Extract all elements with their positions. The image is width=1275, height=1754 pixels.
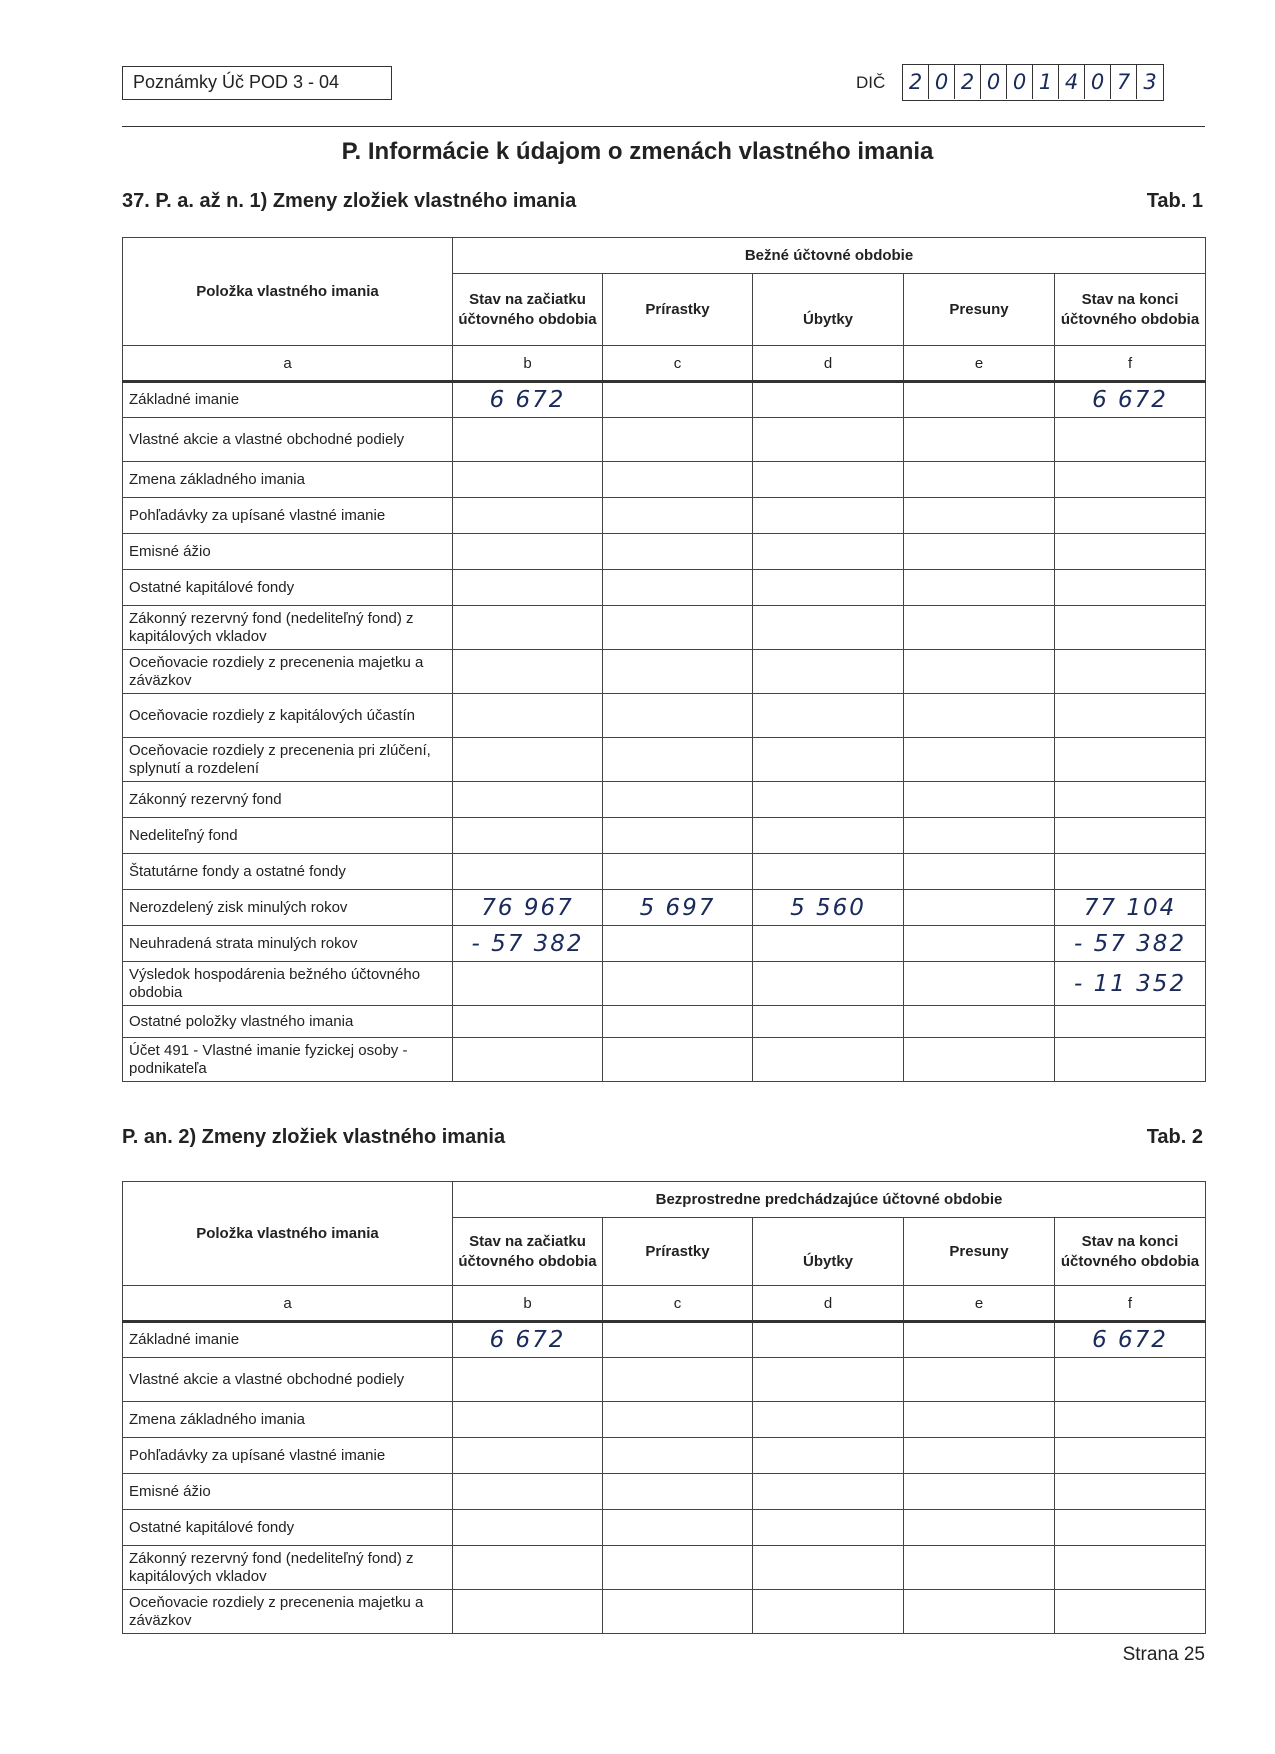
col-end-header: Stav na konci účtovného obdobia <box>1055 1218 1206 1286</box>
cell-b <box>453 462 603 498</box>
col-item-header: Položka vlastného imania <box>123 1182 453 1286</box>
cell-c <box>603 534 753 570</box>
col-letter-d: d <box>753 1286 904 1322</box>
cell-f: - 57 382 <box>1055 926 1206 962</box>
form-label-box <box>122 66 392 100</box>
cell-c <box>603 1322 753 1358</box>
table-row <box>123 926 1206 962</box>
row-label: Štatutárne fondy a ostatné fondy <box>123 854 453 890</box>
table-row <box>123 1546 1206 1590</box>
row-label: Základné imanie <box>123 1322 453 1358</box>
row-label: Oceňovacie rozdiely z kapitálových účastín <box>123 694 453 738</box>
cell-e <box>904 418 1055 462</box>
row-label: Základné imanie <box>123 382 453 418</box>
page-number: Strana 25 <box>1122 1644 1205 1665</box>
dic-digit: 0 <box>1085 65 1111 99</box>
cell-f: 6 672 <box>1055 382 1206 418</box>
cell-b <box>453 1590 603 1634</box>
cell-c <box>603 818 753 854</box>
cell-f <box>1055 418 1206 462</box>
period-header: Bežné účtovné obdobie <box>453 238 1206 274</box>
cell-d <box>753 1402 904 1438</box>
cell-e <box>904 1402 1055 1438</box>
cell-d: 5 560 <box>753 890 904 926</box>
form-label: Poznámky Úč POD 3 - 04 <box>133 72 340 92</box>
cell-e <box>904 462 1055 498</box>
row-label: Emisné ážio <box>123 1474 453 1510</box>
cell-e <box>904 650 1055 694</box>
row-label: Účet 491 - Vlastné imanie fyzickej osoby - podnikateľa <box>123 1038 453 1082</box>
cell-e <box>904 570 1055 606</box>
col-letter-a: a <box>123 346 453 382</box>
cell-c <box>603 1006 753 1038</box>
cell-b: 6 672 <box>453 1322 603 1358</box>
cell-d <box>753 1546 904 1590</box>
cell-c <box>603 650 753 694</box>
cell-e <box>904 962 1055 1006</box>
table-row <box>123 498 1206 534</box>
cell-b <box>453 1038 603 1082</box>
cell-c <box>603 1438 753 1474</box>
cell-b: 76 967 <box>453 890 603 926</box>
page-title: P. Informácie k údajom o zmenách vlastného imania <box>341 138 934 165</box>
row-label: Pohľadávky za upísané vlastné imanie <box>123 498 453 534</box>
cell-f <box>1055 606 1206 650</box>
col-letter-e: e <box>904 1286 1055 1322</box>
table-row <box>123 418 1206 462</box>
cell-e <box>904 854 1055 890</box>
section1-title: 37. P. a. až n. 1) Zmeny zložiek vlastného imania <box>122 190 577 212</box>
row-label: Emisné ážio <box>123 534 453 570</box>
col-transfers-header: Presuny <box>904 1218 1055 1286</box>
cell-c <box>603 1590 753 1634</box>
cell-f <box>1055 650 1206 694</box>
cell-f <box>1055 1358 1206 1402</box>
col-letter-a: a <box>123 1286 453 1322</box>
col-item-header: Položka vlastného imania <box>123 238 453 346</box>
cell-b <box>453 738 603 782</box>
cell-c <box>603 382 753 418</box>
header-rule <box>122 126 1205 127</box>
cell-b: - 57 382 <box>453 926 603 962</box>
table-row <box>123 854 1206 890</box>
cell-e <box>904 1438 1055 1474</box>
cell-e <box>904 738 1055 782</box>
row-label: Nerozdelený zisk minulých rokov <box>123 890 453 926</box>
table-row <box>123 962 1206 1006</box>
cell-d <box>753 1510 904 1546</box>
cell-c <box>603 694 753 738</box>
cell-c <box>603 926 753 962</box>
cell-c <box>603 854 753 890</box>
col-letter-d: d <box>753 346 904 382</box>
table-row <box>123 890 1206 926</box>
dic-digit: 2 <box>955 65 981 99</box>
table-row <box>123 1474 1206 1510</box>
cell-f <box>1055 1474 1206 1510</box>
row-label: Pohľadávky za upísané vlastné imanie <box>123 1438 453 1474</box>
cell-f <box>1055 1038 1206 1082</box>
dic-digit: 1 <box>1033 65 1059 99</box>
row-label: Zákonný rezervný fond (nedeliteľný fond) z kapitálových vkladov <box>123 606 453 650</box>
cell-d <box>753 1438 904 1474</box>
cell-e <box>904 1006 1055 1038</box>
cell-f <box>1055 1510 1206 1546</box>
row-label: Vlastné akcie a vlastné obchodné podiely <box>123 418 453 462</box>
row-label: Nedeliteľný fond <box>123 818 453 854</box>
cell-e <box>904 1038 1055 1082</box>
cell-e <box>904 534 1055 570</box>
cell-d <box>753 818 904 854</box>
table-row <box>123 738 1206 782</box>
cell-c <box>603 1510 753 1546</box>
row-label: Oceňovacie rozdiely z precenenia pri zlúčení, splynutí a rozdelení <box>123 738 453 782</box>
table-row <box>123 534 1206 570</box>
cell-f <box>1055 694 1206 738</box>
table-row <box>123 382 1206 418</box>
cell-c <box>603 782 753 818</box>
col-additions-header: Prírastky <box>603 1218 753 1286</box>
cell-d <box>753 926 904 962</box>
cell-d <box>753 1006 904 1038</box>
cell-d <box>753 382 904 418</box>
cell-f <box>1055 462 1206 498</box>
cell-d <box>753 498 904 534</box>
cell-b <box>453 650 603 694</box>
cell-d <box>753 418 904 462</box>
cell-b <box>453 1438 603 1474</box>
section1-tab-label: Tab. 1 <box>1146 190 1203 212</box>
row-label: Vlastné akcie a vlastné obchodné podiely <box>123 1358 453 1402</box>
cell-b <box>453 418 603 462</box>
dic-digit: 7 <box>1111 65 1137 99</box>
row-label: Ostatné kapitálové fondy <box>123 1510 453 1546</box>
cell-d <box>753 738 904 782</box>
cell-b <box>453 1546 603 1590</box>
cell-d <box>753 534 904 570</box>
dic-digit: 4 <box>1059 65 1085 99</box>
cell-e <box>904 382 1055 418</box>
cell-d <box>753 854 904 890</box>
col-additions-header: Prírastky <box>603 274 753 346</box>
cell-c <box>603 570 753 606</box>
col-start-header: Stav na začiatku účtovného obdobia <box>453 274 603 346</box>
cell-e <box>904 606 1055 650</box>
col-end-header: Stav na konci účtovného obdobia <box>1055 274 1206 346</box>
table-row <box>123 694 1206 738</box>
cell-f <box>1055 854 1206 890</box>
cell-f <box>1055 534 1206 570</box>
cell-d <box>753 650 904 694</box>
table-row <box>123 1510 1206 1546</box>
cell-b <box>453 854 603 890</box>
cell-b <box>453 962 603 1006</box>
cell-d <box>753 962 904 1006</box>
cell-b <box>453 534 603 570</box>
cell-e <box>904 1474 1055 1510</box>
table-row <box>123 1358 1206 1402</box>
col-letter-c: c <box>603 1286 753 1322</box>
period-header: Bezprostredne predchádzajúce účtovné obdobie <box>453 1182 1206 1218</box>
col-letter-e: e <box>904 346 1055 382</box>
table-row <box>123 462 1206 498</box>
cell-d <box>753 1474 904 1510</box>
cell-c <box>603 1546 753 1590</box>
cell-d <box>753 1322 904 1358</box>
col-letter-b: b <box>453 1286 603 1322</box>
cell-f: 77 104 <box>1055 890 1206 926</box>
cell-c <box>603 1474 753 1510</box>
cell-e <box>904 1510 1055 1546</box>
cell-b <box>453 498 603 534</box>
dic-label: DIČ <box>856 73 886 92</box>
col-letter-f: f <box>1055 346 1206 382</box>
row-label: Zákonný rezervný fond <box>123 782 453 818</box>
cell-f: 6 672 <box>1055 1322 1206 1358</box>
dic-digit: 2 <box>903 65 929 99</box>
cell-f <box>1055 738 1206 782</box>
col-decreases-header: Úbytky <box>753 1218 904 1286</box>
cell-b <box>453 606 603 650</box>
cell-f <box>1055 1546 1206 1590</box>
cell-f <box>1055 782 1206 818</box>
cell-e <box>904 498 1055 534</box>
col-start-header: Stav na začiatku účtovného obdobia <box>453 1218 603 1286</box>
dic-digit: 3 <box>1143 70 1157 94</box>
table-row <box>123 570 1206 606</box>
table-row <box>123 650 1206 694</box>
table-row <box>123 782 1206 818</box>
equity-changes-table-current <box>122 237 1206 1082</box>
row-label: Zmena základného imania <box>123 462 453 498</box>
cell-f <box>1055 1438 1206 1474</box>
cell-c <box>603 606 753 650</box>
cell-e <box>904 694 1055 738</box>
table-row <box>123 1402 1206 1438</box>
row-label: Ostatné položky vlastného imania <box>123 1006 453 1038</box>
cell-e <box>904 782 1055 818</box>
col-letter-b: b <box>453 346 603 382</box>
cell-b <box>453 694 603 738</box>
row-label: Zmena základného imania <box>123 1402 453 1438</box>
cell-c <box>603 418 753 462</box>
cell-b <box>453 1402 603 1438</box>
cell-f: - 11 352 <box>1055 962 1206 1006</box>
cell-f <box>1055 818 1206 854</box>
cell-e <box>904 926 1055 962</box>
cell-f <box>1055 1590 1206 1634</box>
col-letter-f: f <box>1055 1286 1206 1322</box>
cell-c: 5 697 <box>603 890 753 926</box>
cell-e <box>904 818 1055 854</box>
cell-b <box>453 818 603 854</box>
cell-d <box>753 694 904 738</box>
cell-e <box>904 890 1055 926</box>
table-row <box>123 1438 1206 1474</box>
cell-d <box>753 1358 904 1402</box>
cell-c <box>603 962 753 1006</box>
cell-f <box>1055 1006 1206 1038</box>
col-decreases-header: Úbytky <box>753 274 904 346</box>
table-row <box>123 818 1206 854</box>
cell-c <box>603 1402 753 1438</box>
cell-c <box>603 462 753 498</box>
cell-b <box>453 782 603 818</box>
cell-b: 6 672 <box>453 382 603 418</box>
cell-d <box>753 606 904 650</box>
cell-e <box>904 1322 1055 1358</box>
row-label: Zákonný rezervný fond (nedeliteľný fond) z kapitálových vkladov <box>123 1546 453 1590</box>
col-letter-c: c <box>603 346 753 382</box>
dic-digit-boxes <box>902 64 1164 101</box>
cell-d <box>753 1038 904 1082</box>
table-row <box>123 1590 1206 1634</box>
cell-e <box>904 1358 1055 1402</box>
cell-b <box>453 1510 603 1546</box>
cell-c <box>603 738 753 782</box>
cell-c <box>603 498 753 534</box>
section2-tab-label: Tab. 2 <box>1146 1126 1203 1148</box>
table-row <box>123 606 1206 650</box>
row-label: Neuhradená strata minulých rokov <box>123 926 453 962</box>
table-row <box>123 1038 1206 1082</box>
col-transfers-header: Presuny <box>904 274 1055 346</box>
cell-d <box>753 782 904 818</box>
section2-title: P. an. 2) Zmeny zložiek vlastného imania <box>122 1126 506 1148</box>
dic-digit: 0 <box>981 65 1007 99</box>
cell-f <box>1055 1402 1206 1438</box>
cell-e <box>904 1590 1055 1634</box>
cell-f <box>1055 570 1206 606</box>
row-label: Oceňovacie rozdiely z precenenia majetku a záväzkov <box>123 650 453 694</box>
cell-d <box>753 462 904 498</box>
row-label: Oceňovacie rozdiely z precenenia majetku a záväzkov <box>123 1590 453 1634</box>
table-row <box>123 1322 1206 1358</box>
cell-d <box>753 570 904 606</box>
cell-e <box>904 1546 1055 1590</box>
cell-d <box>753 1590 904 1634</box>
cell-f <box>1055 498 1206 534</box>
cell-c <box>603 1358 753 1402</box>
row-label: Ostatné kapitálové fondy <box>123 570 453 606</box>
dic-digit: 0 <box>929 65 955 99</box>
equity-changes-table-previous <box>122 1181 1206 1634</box>
cell-b <box>453 1006 603 1038</box>
cell-b <box>453 1358 603 1402</box>
dic-digit: 0 <box>1007 65 1033 99</box>
row-label: Výsledok hospodárenia bežného účtovného obdobia <box>123 962 453 1006</box>
table-row <box>123 1006 1206 1038</box>
cell-c <box>603 1038 753 1082</box>
cell-b <box>453 1474 603 1510</box>
cell-b <box>453 570 603 606</box>
